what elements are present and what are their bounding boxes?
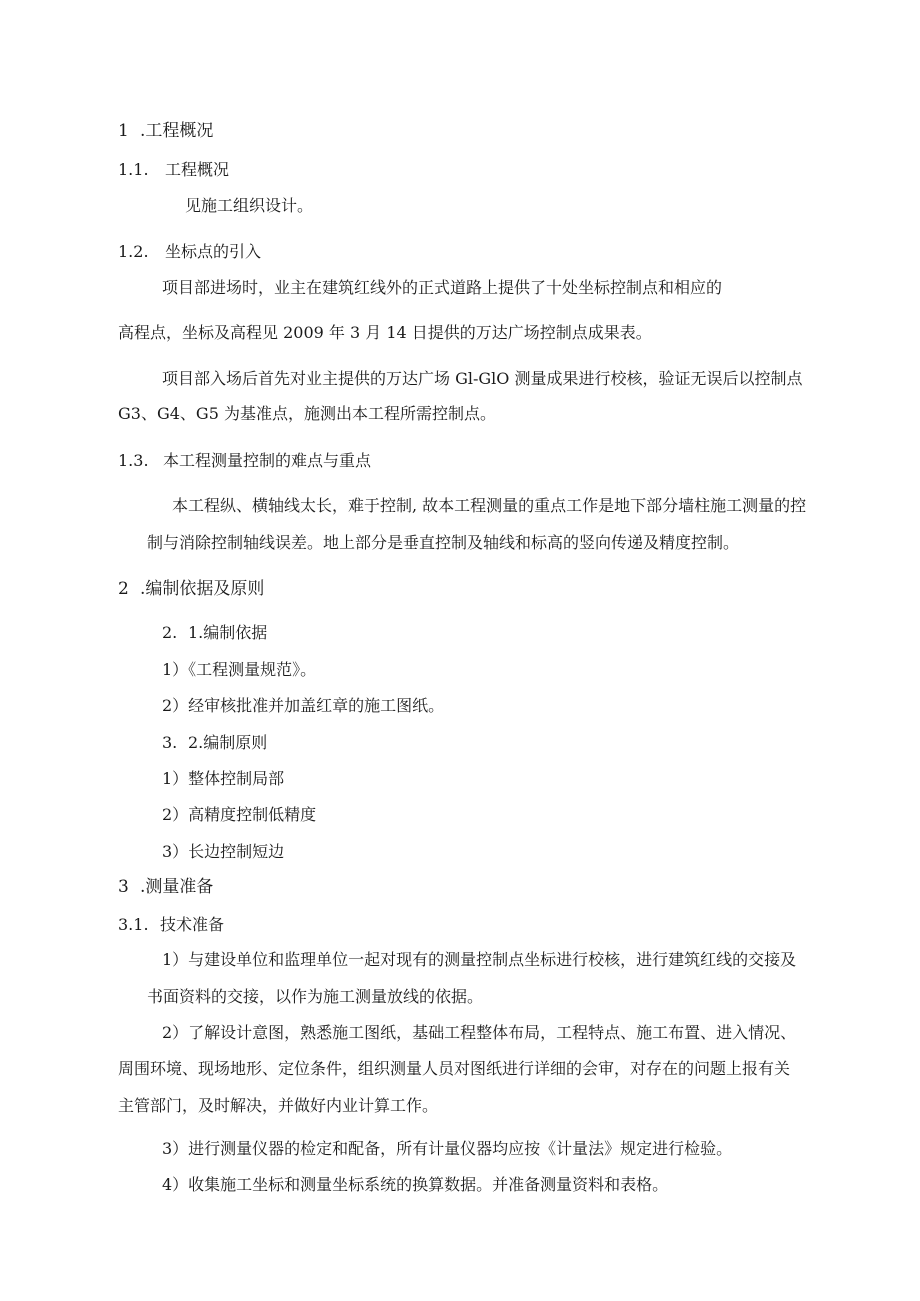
list-item: 2）经审核批准并加盖红章的施工图纸。	[162, 696, 445, 715]
paragraph-line: 书面资料的交接，以作为施工测量放线的依据。	[147, 987, 484, 1006]
subsection-1-3-number: 1.3.	[118, 451, 149, 470]
paragraph-line: 项目部入场后首先对业主提供的万达广场 Gl-GlO 测量成果进行校核，验证无误后以控制点	[162, 369, 803, 388]
section-2-heading	[118, 579, 264, 599]
list-item: 3）长边控制短边	[162, 842, 285, 861]
section-2-title: .编制依据及原则	[140, 579, 265, 599]
section-1-number: 1	[118, 121, 129, 141]
basis-heading	[162, 623, 267, 643]
paragraph-line: 本工程纵、横轴线太长，难于控制, 故本工程测量的重点工作是地下部分墙柱施工测量的控	[172, 496, 807, 515]
subsection-1-1-text: 见施工组织设计。	[185, 196, 314, 215]
paragraph-line: 项目部进场时，业主在建筑红线外的正式道路上提供了十处坐标控制点和相应的	[162, 278, 723, 297]
paragraph-line: 4）收集施工坐标和测量坐标系统的换算数据。并准备测量资料和表格。	[162, 1175, 669, 1194]
subsection-1-1-number: 1.1.	[118, 160, 149, 179]
section-3-title: .测量准备	[140, 877, 214, 897]
basis-number: 2.	[162, 623, 178, 642]
subsection-1-2-number: 1.2.	[118, 242, 149, 261]
basis-title: 1.编制依据	[188, 623, 268, 642]
subsection-1-1-heading	[118, 160, 229, 180]
principle-number: 3.	[162, 733, 178, 752]
paragraph-line: 1）与建设单位和监理单位一起对现有的测量控制点坐标进行校核，进行建筑红线的交接及	[162, 950, 797, 969]
paragraph-line: 2）了解设计意图，熟悉施工图纸，基础工程整体布局，工程特点、施工布置、进入情况、	[162, 1023, 797, 1042]
paragraph-line: 周围环境、现场地形、定位条件，组织测量人员对图纸进行详细的会审，对存在的问题上报有关	[118, 1059, 791, 1078]
subsection-1-3-title: 本工程测量控制的难点与重点	[163, 451, 372, 470]
subsection-1-2-title: 坐标点的引入	[165, 242, 262, 261]
list-item: 1）整体控制局部	[162, 769, 285, 788]
subsection-1-2-heading	[118, 242, 261, 262]
list-item: 2）高精度控制低精度	[162, 805, 317, 824]
section-2-number: 2	[118, 579, 129, 599]
subsection-3-1-title: 技术准备	[160, 915, 225, 934]
section-1-heading	[118, 121, 213, 141]
section-1-title: .工程概况	[140, 121, 214, 141]
section-3-number: 3	[118, 877, 129, 897]
paragraph-line: 3）进行测量仪器的检定和配备，所有计量仪器均应按《计量法》规定进行检验。	[162, 1139, 733, 1158]
list-item: 1）《工程测量规范》。	[162, 660, 317, 679]
subsection-3-1-number: 3.1.	[118, 915, 149, 934]
subsection-3-1-heading	[118, 915, 224, 935]
paragraph-line: 高程点，坐标及高程见 2009 年 3 月 14 日提供的万达广场控制点成果表。	[118, 323, 652, 342]
principle-title: 2.编制原则	[188, 733, 268, 752]
subsection-1-1-title: 工程概况	[165, 160, 230, 179]
principle-heading	[162, 733, 267, 753]
subsection-1-3-heading	[118, 451, 371, 471]
paragraph-line: G3、G4、G5 为基准点，施测出本工程所需控制点。	[118, 404, 496, 423]
paragraph-line: 制与消除控制轴线误差。地上部分是垂直控制及轴线和标高的竖向传递及精度控制。	[147, 533, 740, 552]
section-3-heading	[118, 877, 213, 897]
paragraph-line: 主管部门，及时解决，并做好内业计算工作。	[118, 1096, 439, 1115]
